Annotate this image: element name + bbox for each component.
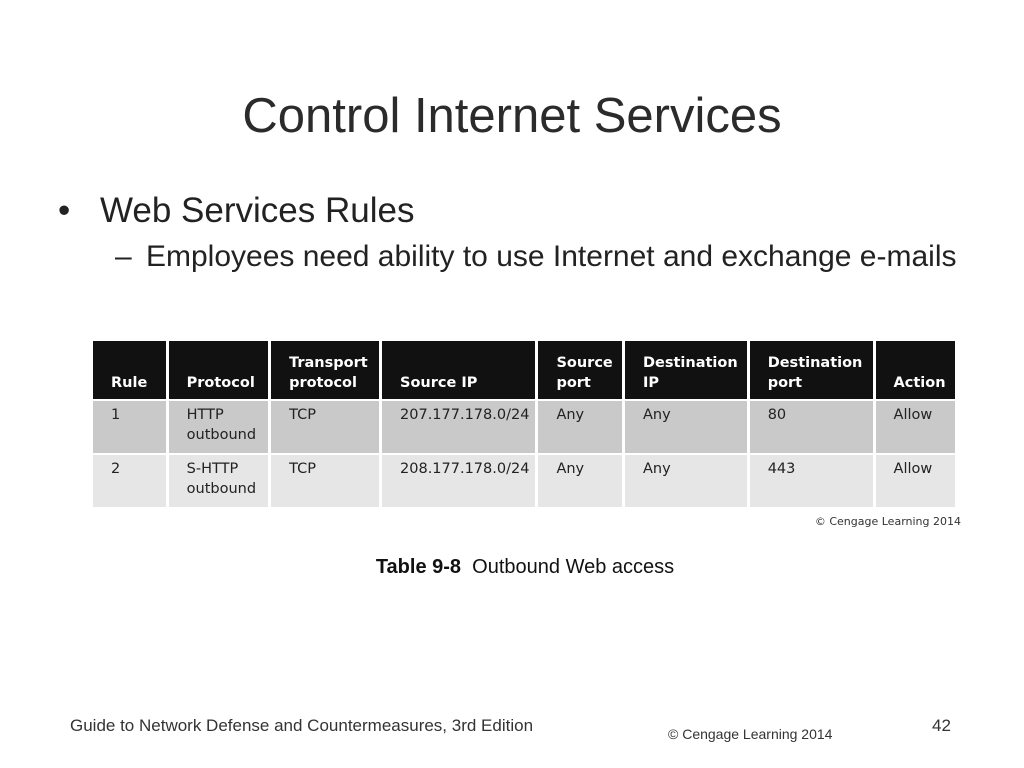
cell-source-port: Any [538,455,622,507]
cell-protocol: HTTP outbound [169,401,268,453]
footer-book-title: Guide to Network Defense and Countermeasures, 3rd Edition [70,716,534,735]
header-protocol: Protocol [169,341,268,399]
cell-rule: 2 [93,455,166,507]
bullet-marker: • [58,191,71,230]
cell-protocol: S-HTTP outbound [169,455,268,507]
cell-destination-ip: Any [625,455,747,507]
cell-destination-port: 80 [750,401,873,453]
caption-label: Table 9-8 [375,556,462,578]
header-source-port: Source port [538,341,622,399]
bullet-text: Web Services Rules [100,191,415,230]
header-rule: Rule [93,341,166,399]
header-source-ip: Source IP [382,341,535,399]
cell-source-ip: 208.177.178.0/24 [382,455,535,507]
cell-destination-ip: Any [625,401,747,453]
cell-destination-port: 443 [750,455,873,507]
table-row [93,401,955,453]
sub-bullet-text: Employees need ability to use Internet and exchange e-mails [146,240,957,273]
bullet-web-services-rules [58,190,414,232]
cell-action: Allow [876,401,955,453]
cell-transport-protocol: TCP [271,455,379,507]
table-caption [0,556,1024,579]
slide-title: Control Internet Services [242,89,782,143]
header-action: Action [876,341,955,399]
table-row [93,455,955,507]
caption-text: Outbound Web access [472,556,675,578]
table-header-row [93,341,955,399]
cell-source-port: Any [538,401,622,453]
cell-source-ip: 207.177.178.0/24 [382,401,535,453]
sub-bullet-employees [115,238,995,275]
table-credit: © Cengage Learning 2014 [814,515,961,528]
cell-action: Allow [876,455,955,507]
header-destination-port: Destination port [750,341,873,399]
footer-copyright: © Cengage Learning 2014 [668,726,833,742]
header-destination-ip: Destination IP [625,341,747,399]
sub-bullet-marker: – [115,240,132,273]
outbound-web-access-table [90,339,958,509]
cell-rule: 1 [93,401,166,453]
page-number: 42 [932,716,951,735]
header-transport-protocol: Transport protocol [271,341,379,399]
cell-transport-protocol: TCP [271,401,379,453]
